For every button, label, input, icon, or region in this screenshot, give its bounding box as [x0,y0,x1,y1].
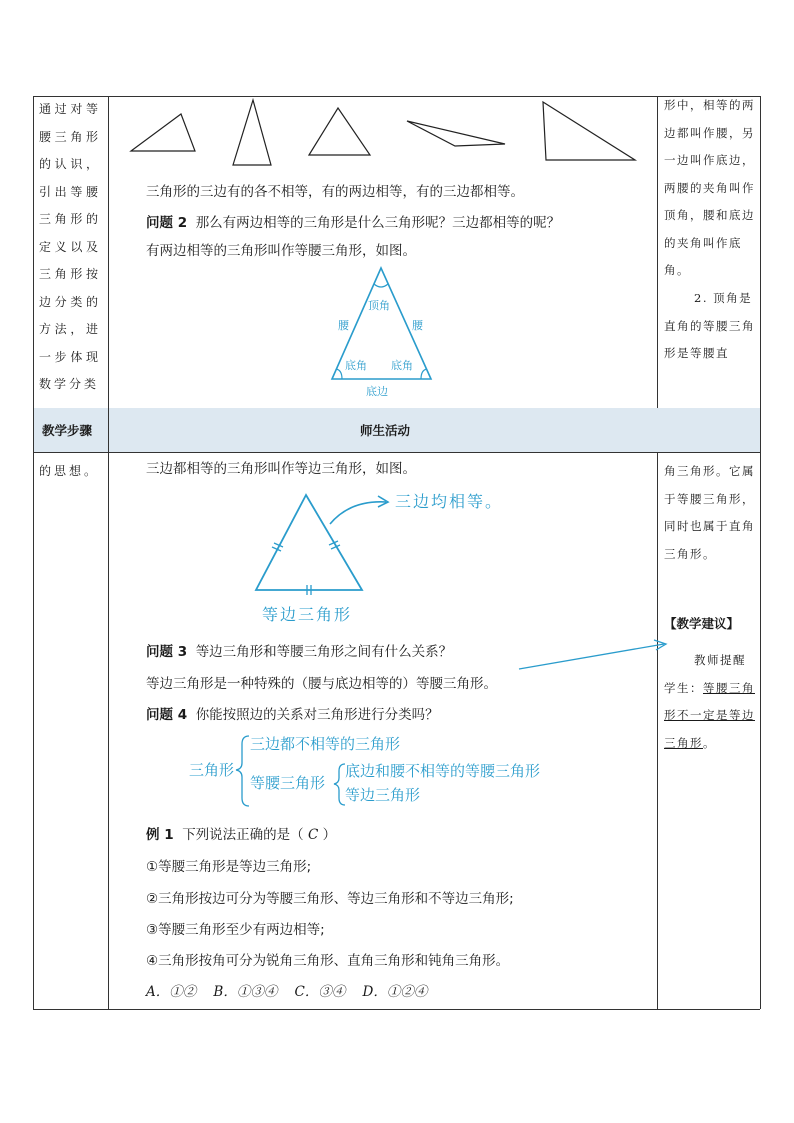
statement-1: ①等腰三角形是等边三角形; [146,859,312,875]
base-angle-arc-left [336,369,342,379]
acute-triangle [309,108,370,155]
header-teaching-steps: 教学步骤 [42,423,93,438]
option-c: C．③④ [294,984,346,1000]
teaching-suggestion-text [664,647,756,757]
example-1-text: 下列说法正确的是（ [182,827,308,843]
obtuse-triangle [407,121,505,146]
question-2-label: 问题 2 [146,215,188,231]
option-d: D．①②④ [362,984,428,1000]
classification-diagram [185,730,585,810]
left-column-rationale: 通过对等腰三角形的认识，引出等腰三角形的定义以及三角形按边分类的方法，进一步体现数学分类 [39,102,101,391]
table-right-border [760,96,761,1009]
triangle-examples [125,96,645,168]
isosceles-definition: 有两边相等的三角形叫作等腰三角形，如图。 [146,243,416,259]
equilateral-caption: 等边三角形 [262,605,353,624]
equilateral-note: 三边均相等。 [395,492,504,511]
example-1 [146,823,336,843]
table-bottom-border [33,1009,760,1010]
classification-sub-1: 底边和腰不相等的等腰三角形 [345,762,541,780]
triangle-sides-statement: 三角形的三边有的各不相等，有的两边相等，有的三边都相等。 [146,184,524,200]
isosceles-narrow-triangle [233,100,271,165]
label-leg-left: 腰 [338,319,349,332]
classification-sub-2: 等边三角形 [345,786,421,804]
question-3-answer: 等边三角形是一种特殊的（腰与底边相等的）等腰三角形。 [146,676,497,692]
question-3-label: 问题 3 [146,644,188,660]
equilateral-triangle-shape [256,495,362,590]
example-1-close: ） [318,827,337,843]
question-4 [146,703,439,723]
classification-branch-1: 三边都不相等的三角形 [250,735,401,753]
option-a: A．①② [146,984,197,1000]
label-base: 底边 [366,385,388,398]
right-column-definition-note: 形中，相等的两边都叫作腰，另一边叫作底边，两腰的夹角叫作顶角，腰和底边的夹角叫作底角。 [664,98,755,277]
statement-3: ③等腰三角形至少有两边相等; [146,922,325,938]
equilateral-definition: 三边都相等的三角形叫作等边三角形，如图。 [146,461,416,477]
label-leg-right: 腰 [412,319,423,332]
question-3-text: 等边三角形和等腰三角形之间有什么关系？ [195,644,453,660]
suggestion-underlined: 等腰三角形不一定是等边三角形 [664,680,755,750]
column-divider-2 [657,96,658,408]
note-arrow [330,502,386,524]
brace-1 [236,736,249,806]
question-2-text: 那么有两边相等的三角形是什么三角形呢？三边都相等的呢？ [195,215,561,231]
example-1-label: 例 1 [146,827,174,843]
question-4-label: 问题 4 [146,707,188,723]
left-column-rationale-continued: 的思想。 [39,464,100,478]
apex-angle-arc [374,284,388,287]
column-divider-1 [108,96,109,1009]
label-base-angle-right: 底角 [391,359,413,372]
header-bottom-border [33,452,760,453]
label-base-angle-left: 底角 [345,359,367,372]
scalene-triangle-1 [131,114,195,151]
column-divider-2b [657,452,658,1009]
right-triangle [543,102,635,160]
example-1-answer: C [307,827,319,843]
header-teacher-student-activity: 师生活动 [360,423,411,438]
statement-2: ②三角形按边可分为等腰三角形、等边三角形和不等边三角形; [146,891,514,907]
question-2 [146,211,560,231]
suggestion-end: 。 [703,735,716,750]
statement-4: ④三角形按角可分为锐角三角形、直角三角形和钝角三角形。 [146,953,510,969]
label-apex-angle: 顶角 [368,299,390,312]
teaching-suggestion-title: 【教学建议】 [664,616,740,631]
base-angle-arc-right [421,369,427,379]
question-3 [146,640,452,660]
suggestion-pointer-arrow [515,636,675,676]
option-b: B．①③④ [213,984,278,1000]
suggestion-prefix: 教师提醒学生： [664,653,746,695]
question-4-text: 你能按照边的关系对三角形进行分类吗？ [195,707,439,723]
right-column-point-2-continued: 角三角形。它属于等腰三角形，同时也属于直角三角形。 [664,464,755,561]
classification-branch-2: 等腰三角形 [250,774,326,792]
brace-2 [334,764,345,805]
right-column-point-2: 2. 顶角是直角的等腰三角形是等腰直 [664,291,755,360]
classification-root: 三角形 [189,761,235,779]
table-left-border [33,96,34,1009]
isosceles-diagram [325,262,440,400]
equilateral-diagram [250,488,520,628]
answer-options [146,980,427,1000]
